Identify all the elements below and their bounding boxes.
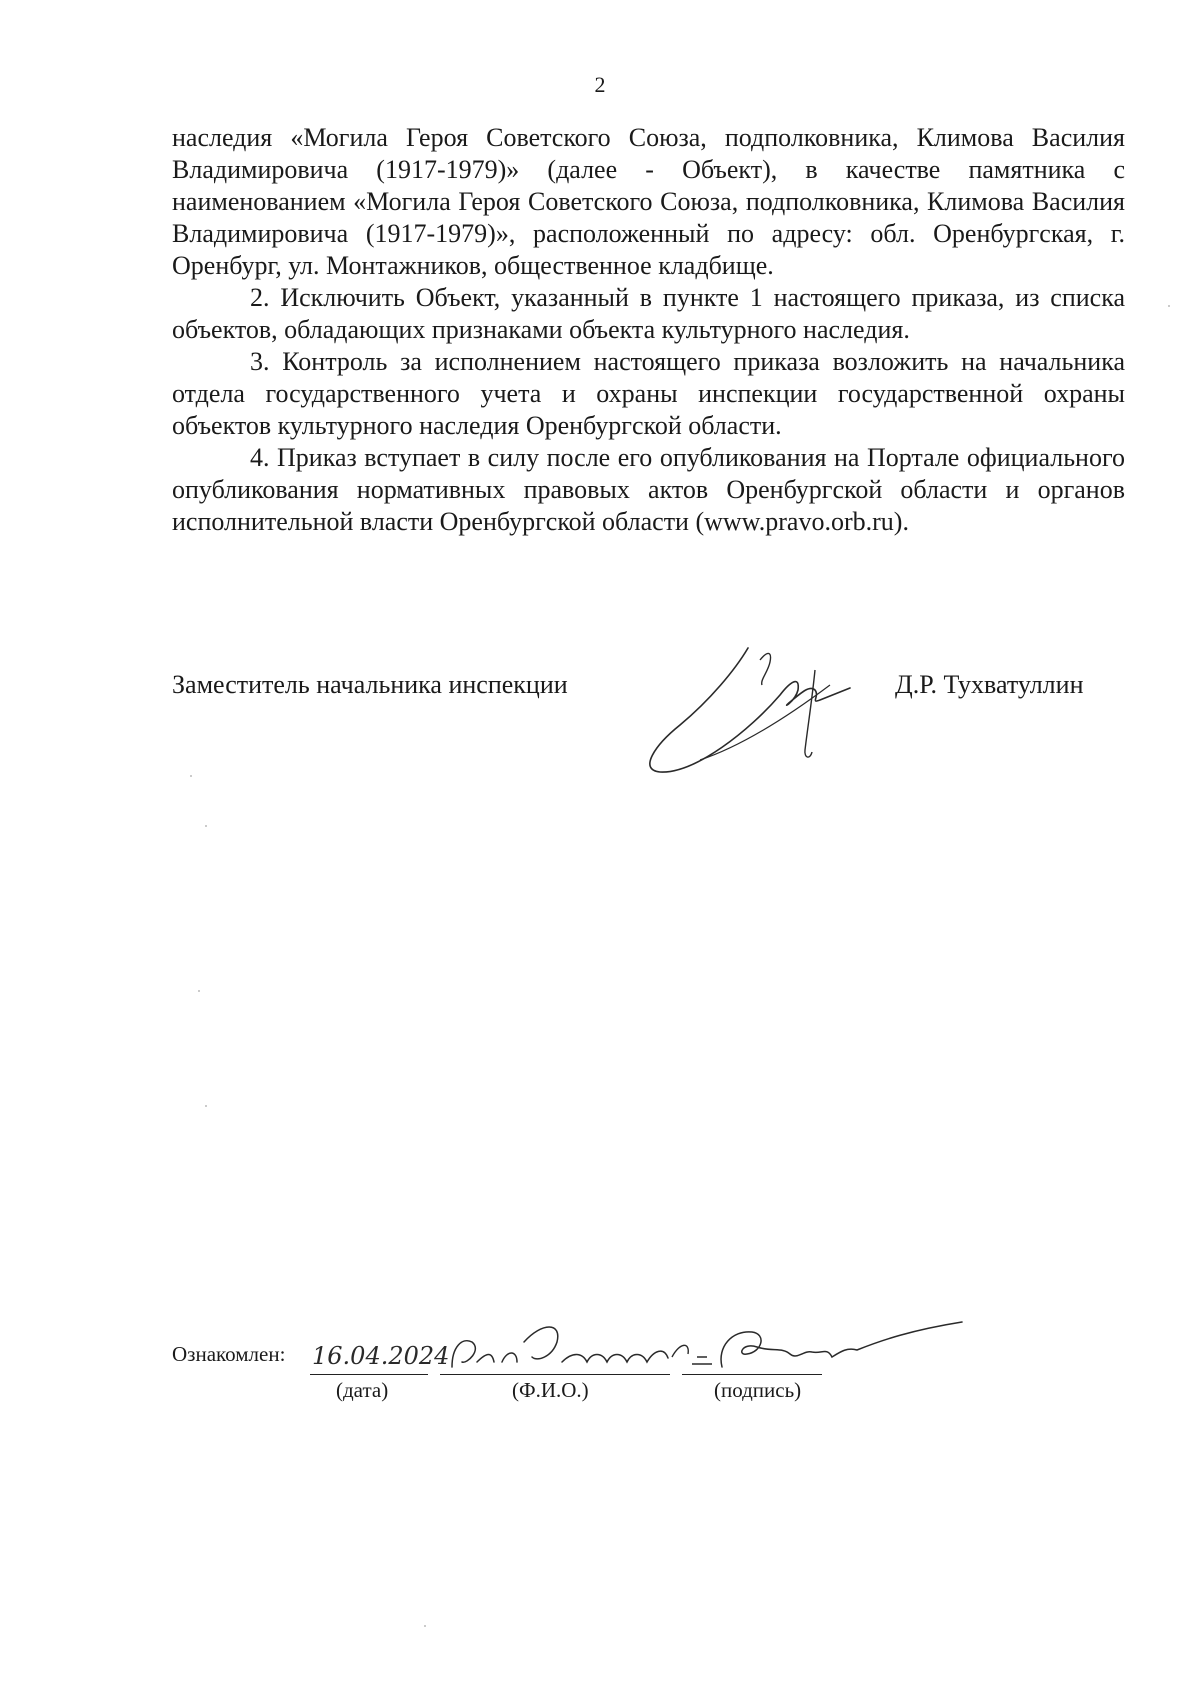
document-body — [172, 122, 1125, 538]
paragraph-4: 4. Приказ вступает в силу после его опубликования на Портале официального опубликования нормативных правовых актов Оренбургской области и органов исполнительной власти Оренбургской области (www.pravo.orb.ru). — [172, 443, 1125, 536]
page-number: 2 — [594, 72, 606, 97]
acknowledgement-block — [172, 1312, 952, 1402]
handwritten-date: 16.04.2024 — [312, 1342, 450, 1370]
handwritten-signature — [640, 640, 860, 780]
signature-caption: (подпись) — [714, 1378, 802, 1402]
handwritten-acknowledgement — [312, 1312, 992, 1382]
date-caption: (дата) — [336, 1378, 389, 1402]
signer-title: Заместитель начальника инспекции — [172, 670, 568, 699]
paragraph-1-continuation: наследия «Могила Героя Советского Союза, подполковника, Климова Василия Владимировича (1917-1979)» (далее - Объект), в качестве памятника с наименованием «Могила Героя Советского Союза, подполковника, Климова Василия Владимировича (1917-1979)», расположенный по адресу: обл. Оренбургская, г. Оренбург, ул. Монтажников, общественное кладбище. — [172, 123, 1125, 280]
paragraph-2: 2. Исключить Объект, указанный в пункте 1 настоящего приказа, из списка объектов, обладающих признаками объекта культурного наследия. — [172, 283, 1125, 344]
fio-caption: (Ф.И.О.) — [512, 1378, 589, 1402]
paragraph-3: 3. Контроль за исполнением настоящего приказа возложить на начальника отдела государственного учета и охраны инспекции государственной охраны объектов культурного наследия Оренбургской области. — [172, 347, 1125, 440]
signer-name: Д.Р. Тухватуллин — [895, 670, 1084, 699]
acknowledgement-label: Ознакомлен: — [172, 1342, 286, 1366]
